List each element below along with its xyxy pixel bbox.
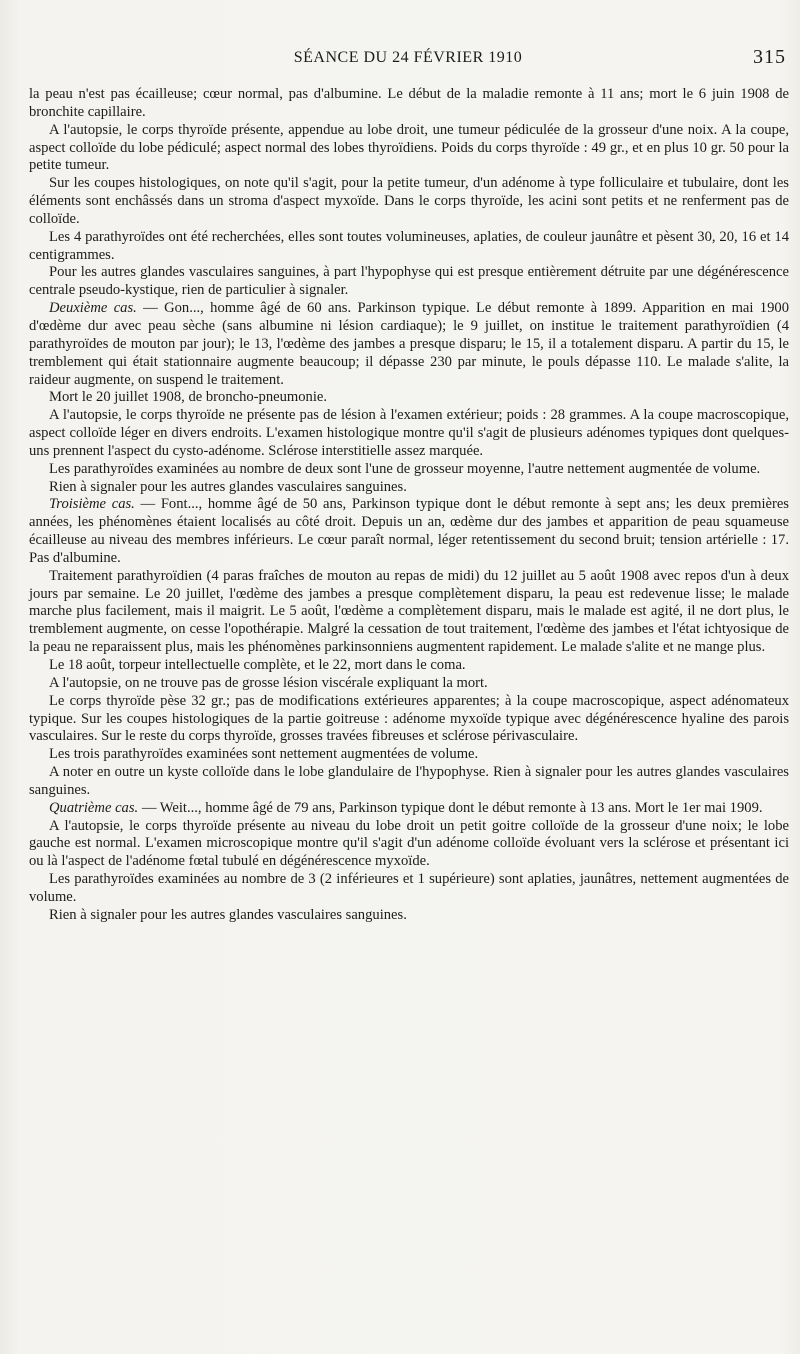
paragraph <box>29 693 789 747</box>
paragraph <box>29 496 789 567</box>
paragraph-text: A l'autopsie, le corps thyroïde présente, appendue au lobe droit, une tumeur pédiculée de la grosseur d'une noix. A la coupe, aspect colloïde du lobe pédiculé; aspect normal des lobes thyroïdiens. Poids du corps thyroïde : 49 gr., et en plus 10 gr. 50 pour la petite tumeur. <box>29 121 789 174</box>
paragraph <box>29 122 789 176</box>
paragraph <box>29 86 789 122</box>
paragraph <box>29 175 789 229</box>
paragraph <box>29 389 789 407</box>
case-heading: Deuxième cas. <box>49 300 137 317</box>
paragraph-text: A l'autopsie, on ne trouve pas de grosse lésion viscérale expliquant la mort. <box>49 674 488 691</box>
paragraph <box>29 818 789 872</box>
paragraph <box>29 407 789 461</box>
paragraph-text: Mort le 20 juillet 1908, de broncho-pneumonie. <box>49 389 328 406</box>
running-header <box>30 46 786 72</box>
paragraph <box>29 461 789 479</box>
paragraph <box>29 657 789 675</box>
paragraph-text: Les parathyroïdes examinées au nombre de deux sont l'une de grosseur moyenne, l'autre nettement augmentée de volume. <box>49 460 761 477</box>
paragraph-text: Traitement parathyroïdien (4 paras fraîches de mouton au repas de midi) du 12 juillet au 5 août 1908 avec repos d'un à deux jours par semaine. Le 20 juillet, l'œdème des jambes a presque complètement disparu, la peau est redevenue lisse; le malade marche plus facilement, mais il maigrit. Le 5 août, l'œdème a complètement disparu, mais le malade est agité, il ne dort plus, le tremblement augmente, on cesse l'opothérapie. Malgré la cessation de tout traitement, l'œdème des jambes et l'état ichtyosique de la peau ne reparaissent plus, mais les phénomènes parkinsonniens augmentent rapidement. Le malade s'alite et ne mange plus. <box>29 567 789 656</box>
paragraph-text: Les 4 parathyroïdes ont été recherchées, elles sont toutes volumineuses, aplaties, de couleur jaunâtre et pèsent 30, 20, 16 et 14 centigrammes. <box>29 228 789 263</box>
paragraph-text: Rien à signaler pour les autres glandes vasculaires sanguines. <box>49 478 407 495</box>
paragraph-text: Rien à signaler pour les autres glandes vasculaires sanguines. <box>49 906 407 923</box>
paragraph-text: Le 18 août, torpeur intellectuelle complète, et le 22, mort dans le coma. <box>49 657 466 673</box>
paragraph <box>29 300 789 389</box>
paragraph-text: Les trois parathyroïdes examinées sont nettement augmentées de volume. <box>49 746 479 763</box>
paragraph-text: — Font..., homme âgé de 50 ans, Parkinson typique dont le début remonte à sept ans; les deux premières années, les phénomènes étaient localisés au côté droit. Depuis un an, œdème dur des jambes et apparition de peau squameuse écailleuse au niveau des membres inférieurs. Le cœur paraît normal, léger retentissement du second bruit; tension artérielle : 17. Pas d'albumine. <box>29 496 789 566</box>
paragraph <box>29 800 789 818</box>
page-number: 315 <box>753 46 786 68</box>
paragraph-text: — Gon..., homme âgé de 60 ans. Parkinson typique. Le début remonte à 1899. Apparition en mai 1900 d'œdème dur avec peau sèche (sans albumine ni lésion cardiaque); le 9 juillet, on institue le traitement parathyroïdien (4 parathyroïdes de mouton par jour); le 13, l'œdème des jambes a presque disparu; le 15, il a totalement disparu. A partir du 15, le tremblement qui était stationnaire augmente beaucoup; il dépasse 230 par minute, le pouls dépasse 110. Le malade s'alite, la raideur augmente, on suspend le traitement. <box>29 300 789 388</box>
paragraph <box>29 871 789 907</box>
paragraph-text: Pour les autres glandes vasculaires sanguines, à part l'hypophyse qui est presque entièrement détruite par une dégénérescence centrale pseudo-kystique, rien de particulier à signaler. <box>29 264 789 299</box>
paragraph-text: Le corps thyroïde pèse 32 gr.; pas de modifications extérieures apparentes; à la coupe macroscopique, aspect adénomateux typique. Sur les coupes histologiques de la partie goitreuse : adénome myxoïde typique avec dégénérescence hyaline des parois vasculaires. Sur le reste du corps thyroïde, grosses travées fibreuses et sclérose périvasculaire. <box>29 692 789 745</box>
header-title: SÉANCE DU 24 FÉVRIER 1910 <box>293 49 523 66</box>
body-text <box>29 86 789 925</box>
case-heading: Quatrième cas. <box>49 799 139 816</box>
paragraph-text: A l'autopsie, le corps thyroïde ne présente pas de lésion à l'examen extérieur; poids : 28 grammes. A la coupe macroscopique, aspect colloïde léger en divers endroits. L'examen histologique montre qu'il s'agit de plusieurs adénomes typiques dont quelques-uns prennent l'aspect du cysto-adénome. Sclérose interstitielle assez marquée. <box>29 407 789 459</box>
paragraph-text: — Weit..., homme âgé de 79 ans, Parkinson typique dont le début remonte à 13 ans. Mort le 1er mai 1909. <box>138 799 763 816</box>
paragraph <box>29 229 789 265</box>
paragraph <box>29 264 789 300</box>
paragraph <box>29 746 789 764</box>
paragraph <box>29 479 789 497</box>
case-heading: Troisième cas. <box>49 496 135 513</box>
paragraph <box>29 568 789 657</box>
paragraph-text: la peau n'est pas écailleuse; cœur normal, pas d'albumine. Le début de la maladie remonte à 11 ans; mort le 6 juin 1908 de bronchite capillaire. <box>29 86 789 120</box>
paragraph-text: A l'autopsie, le corps thyroïde présente au niveau du lobe droit un petit goitre colloïde de la grosseur d'une noix; le lobe gauche est normal. L'examen microscopique montre qu'il s'agit d'un adénome colloïde évoluant vers la sclérose et présentant ici ou là l'aspect de l'adénome fœtal tubulé en dégénérescence myxoïde. <box>29 817 789 870</box>
paragraph-text: Les parathyroïdes examinées au nombre de 3 (2 inférieures et 1 supérieure) sont aplaties, jaunâtres, nettement augmentées de volume. <box>29 871 789 905</box>
paragraph-text: A noter en outre un kyste colloïde dans le lobe glandulaire de l'hypophyse. Rien à signaler pour les autres glandes vasculaires sanguines. <box>29 764 789 798</box>
paragraph <box>29 907 789 925</box>
paragraph <box>29 764 789 800</box>
paragraph-text: Sur les coupes histologiques, on note qu'il s'agit, pour la petite tumeur, d'un adénome à type folliculaire et tubulaire, dont les éléments sont enchâssés dans un stroma d'aspect myxoïde. Dans le corps thyroïde, les acini sont petits et ne renferment pas de colloïde. <box>29 175 789 227</box>
paragraph <box>29 675 789 693</box>
